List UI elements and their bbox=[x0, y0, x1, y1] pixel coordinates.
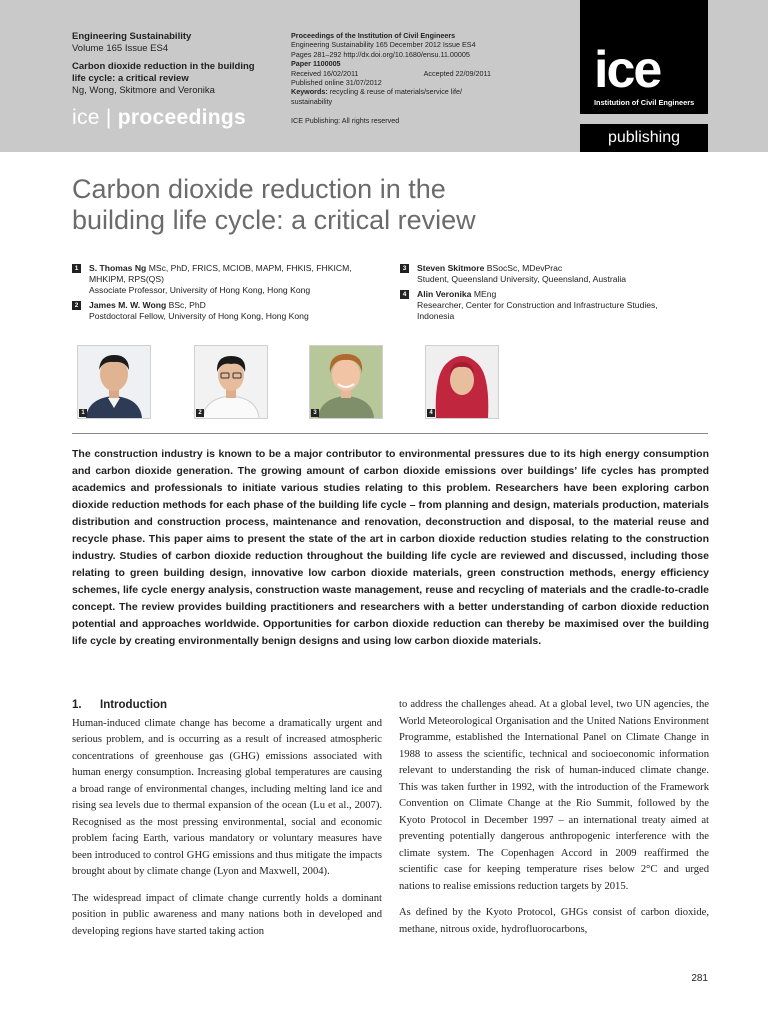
portrait-4-image bbox=[426, 346, 498, 418]
title-line-1: Carbon dioxide reduction in the bbox=[72, 174, 446, 204]
author-affiliation-2: Indonesia bbox=[417, 311, 455, 321]
author-quals: MSc, PhD, FRICS, MCIOB, MAPM, FHKIS, FHKICM, bbox=[146, 263, 352, 273]
author-quals: BSc, PhD bbox=[166, 300, 206, 310]
meta-title: Proceedings of the Institution of Civil Engineers bbox=[291, 31, 456, 40]
portrait-2-image bbox=[195, 346, 267, 418]
photo-number: 3 bbox=[311, 409, 319, 417]
short-authors: Ng, Wong, Skitmore and Veronika bbox=[72, 85, 215, 96]
publishing-label: publishing bbox=[580, 124, 708, 152]
author-photo-1 bbox=[78, 346, 150, 418]
author-quals-2: MHKIPM, RPS(QS) bbox=[89, 274, 164, 284]
photo-number: 1 bbox=[79, 409, 87, 417]
ice-logo bbox=[580, 0, 708, 114]
author-photo-2 bbox=[195, 346, 267, 418]
author-entry bbox=[400, 263, 710, 285]
short-title-line-2: life cycle: a critical review bbox=[72, 73, 189, 84]
authors-left bbox=[72, 263, 392, 326]
title-line-2: building life cycle: a critical review bbox=[72, 205, 476, 235]
logo-subtitle: Institution of Civil Engineers bbox=[594, 98, 695, 107]
body-paragraph: to address the challenges ahead. At a global level, two UN agencies, the World Meteorological Organisation and the United Nations Environment Programme, established the International Panel on Climate Change in 1988 to assess the scientific, technical and socioeconomic information relevant to understanding the risk of human-induced climate change. This was taken further in 1992, with the introduction of the Framework Convention on Climate Change at the Rio Summit, followed by the Kyoto Protocol in December 1997 – an international treaty aimed at preventing potentially dangerous anthropogenic interference with the climate system. The Copenhagen Accord in 2009 reaffirmed the scientific case for keeping temperature rises below 2°C and urged nations to realise emissions reduction targets by 2015. bbox=[399, 699, 709, 892]
portrait-1-image bbox=[78, 346, 150, 418]
author-affiliation: Postdoctoral Fellow, University of Hong Kong, Hong Kong bbox=[89, 311, 309, 321]
meta-paper: Paper 1100005 bbox=[291, 59, 341, 69]
meta-rights: ICE Publishing: All rights reserved bbox=[291, 116, 400, 126]
author-entry bbox=[72, 263, 392, 296]
authors-right bbox=[400, 263, 710, 326]
author-number: 4 bbox=[400, 290, 409, 299]
body-paragraph: The widespread impact of climate change currently holds a dominant position in public awareness and many nations both in developed and developing regions have started taking action bbox=[72, 892, 382, 937]
paper-title bbox=[72, 174, 632, 236]
meta-keywords-label: Keywords: bbox=[291, 87, 328, 97]
brand-ice: ice bbox=[72, 106, 100, 129]
body-paragraph: As defined by the Kyoto Protocol, GHGs consist of carbon dioxide, methane, nitrous oxide, hydrofluorocarbons, bbox=[399, 907, 709, 935]
meta-keywords: recycling & reuse of materials/service life/ bbox=[327, 87, 462, 97]
body-column-right bbox=[399, 697, 709, 948]
section-heading bbox=[72, 697, 382, 714]
photo-number: 2 bbox=[196, 409, 204, 417]
section-title: Introduction bbox=[100, 699, 168, 711]
journal-name: Engineering Sustainability bbox=[72, 31, 192, 42]
author-name: James M. W. Wong bbox=[89, 300, 167, 310]
section-number: 1. bbox=[72, 699, 82, 711]
author-affiliation: Associate Professor, University of Hong Kong, Hong Kong bbox=[89, 285, 311, 295]
volume-issue: Volume 165 Issue ES4 bbox=[72, 43, 169, 54]
author-photo-3 bbox=[310, 346, 382, 418]
journal-header bbox=[0, 0, 768, 152]
author-number: 3 bbox=[400, 264, 409, 273]
brand-separator: | bbox=[105, 106, 112, 129]
body-paragraph: Human-induced climate change has become a dramatically urgent and serious problem, and is occurring as a result of increased atmospheric concentrations of greenhouse gas (GHG) emissions associated with human energy consumption. Increasing global temperatures are causing a broad range of environmental changes, including melting land ice and rising sea levels due to thermal expansion of the ocean (Lu et al., 2007). Recognised as the most pressing environmental, social and economic problem facing Earth, various mandatory or voluntary measures have been introduced to control GHG emissions and thus mitigate the impacts brought about by climate change (Lyon and Maxwell, 2004). bbox=[72, 717, 382, 877]
author-name: Steven Skitmore bbox=[417, 263, 485, 273]
author-photos bbox=[78, 346, 478, 418]
brand-proceedings: proceedings bbox=[117, 106, 246, 129]
journal-citation bbox=[72, 31, 282, 97]
portrait-3-image bbox=[310, 346, 382, 418]
divider-rule bbox=[72, 433, 708, 434]
abstract: The construction industry is known to be a major contributor to environmental pressures due to its high energy consumption and carbon dioxide generation. The growing amount of carbon dioxide emissions over buildings’ life cycles has prompted academics and professionals to initiate various studies relating to this problem. Researchers have been exploring carbon dioxide reduction methods for each phase of the building life cycle – from planning and design, materials production, materials distribution and construction process, maintenance and renovation, deconstruction and disposal, to the material reuse and recycle phase. This paper aims to present the state of the art in carbon dioxide reduction studies relating to the construction industry. Studies of carbon dioxide reduction throughout the building life cycle are reviewed and discussed, including those relating to green building design, innovative low carbon dioxide materials, green construction methods, energy efficiency schemes, life cycle energy analysis, construction waste management, reuse and recycling of materials and the cradle-to-cradle concept. The review provides building practitioners and researchers with a better understanding of carbon dioxide reduction potential and approaches worldwide. Opportunities for carbon dioxide reduction can thereby be maximised over the building life cycle by creating environmentally benign designs and using low carbon dioxide materials. bbox=[72, 448, 709, 647]
ice-proceedings-brand bbox=[72, 106, 246, 130]
author-photo-4 bbox=[426, 346, 498, 418]
meta-received: Received 16/02/2011 bbox=[291, 68, 359, 78]
author-name: Alin Veronika bbox=[417, 289, 472, 299]
photo-number: 4 bbox=[427, 409, 435, 417]
author-entry bbox=[72, 300, 392, 322]
author-number: 1 bbox=[72, 264, 81, 273]
author-number: 2 bbox=[72, 301, 81, 310]
meta-issue: Engineering Sustainability 165 December 2012 Issue ES4 bbox=[291, 40, 476, 50]
author-affiliation: Student, Queensland University, Queensland, Australia bbox=[417, 274, 627, 284]
author-affiliation: Researcher, Center for Construction and Infrastructure Studies, bbox=[417, 300, 658, 310]
author-entry bbox=[400, 289, 710, 322]
meta-online: Published online 31/07/2012 bbox=[291, 78, 382, 88]
author-quals: BSocSc, MDevPrac bbox=[484, 263, 563, 273]
page-number: 281 bbox=[691, 973, 708, 984]
meta-keywords-2: sustainability bbox=[291, 96, 333, 106]
author-name: S. Thomas Ng bbox=[89, 263, 147, 273]
author-quals: MEng bbox=[471, 289, 497, 299]
body-column-left bbox=[72, 697, 382, 950]
short-title-line-1: Carbon dioxide reduction in the building bbox=[72, 61, 255, 72]
meta-pages-doi: Pages 281–292 http://dx.doi.org/10.1680/ensu.11.00005 bbox=[291, 49, 470, 59]
logo-wordmark: ice bbox=[594, 41, 661, 99]
meta-accepted: Accepted 22/09/2011 bbox=[423, 68, 491, 78]
paper-metadata bbox=[291, 31, 491, 126]
